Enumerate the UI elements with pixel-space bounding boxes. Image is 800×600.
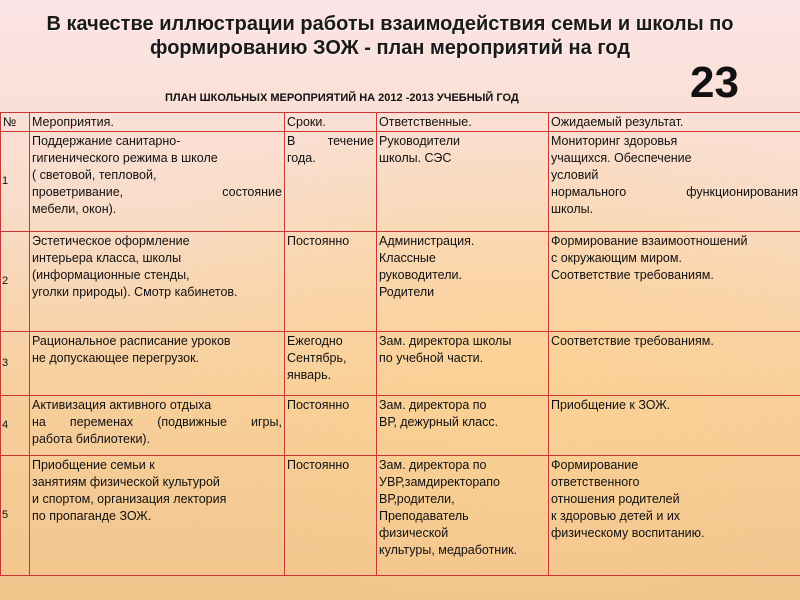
cell-event-line: проветривание, состояние	[32, 185, 282, 199]
cell-term	[285, 332, 377, 396]
cell-event-line: не допускающее перегрузок.	[32, 351, 200, 365]
cell-responsible	[377, 396, 549, 456]
header-number: №	[1, 113, 30, 132]
table-row	[1, 456, 800, 576]
cell-event-line: мебели, окон).	[32, 202, 117, 216]
cell-event-line: работа библиотеки).	[32, 432, 151, 446]
cell-responsible-line: школы. СЭС	[379, 151, 452, 165]
events-plan-table	[0, 112, 800, 576]
cell-event-line: по пропаганде ЗОЖ.	[32, 509, 152, 523]
cell-responsible-line: Родители	[379, 285, 435, 299]
header-responsible: Ответственные.	[377, 113, 549, 132]
cell-result-line: учащихся. Обеспечение	[551, 151, 692, 165]
cell-responsible-line: Преподаватель	[379, 509, 469, 523]
cell-result-line: Соответствие требованиям.	[551, 334, 714, 348]
cell-term-line: Сентябрь,	[287, 351, 347, 365]
cell-event	[30, 232, 285, 332]
header-expected-result: Ожидаемый результат.	[549, 113, 800, 132]
cell-result	[549, 396, 800, 456]
cell-term-line: Ежегодно	[287, 334, 343, 348]
cell-event-line: Активизация активного отдыха	[32, 398, 212, 412]
table-row	[1, 232, 800, 332]
table-row	[1, 132, 800, 232]
cell-result-line: физическому воспитанию.	[551, 526, 705, 540]
cell-result	[549, 456, 800, 576]
cell-event-line: Эстетическое оформление	[32, 234, 190, 248]
cell-term-line: Постоянно	[287, 234, 350, 248]
cell-responsible-line: по учебной части.	[379, 351, 484, 365]
slide-title	[20, 12, 760, 60]
cell-responsible-line: Зам. директора по	[379, 398, 487, 412]
cell-term	[285, 132, 377, 232]
cell-result	[549, 332, 800, 396]
cell-result-line: условий	[551, 168, 599, 182]
cell-responsible	[377, 232, 549, 332]
cell-responsible-line: физической	[379, 526, 449, 540]
cell-event-line: уголки природы). Смотр кабинетов.	[32, 285, 238, 299]
cell-term-line: Постоянно	[287, 458, 350, 472]
cell-event-line: Рациональное расписание уроков	[32, 334, 231, 348]
slide-title-line-2: формированию ЗОЖ - план мероприятий на год	[149, 37, 631, 59]
cell-event	[30, 456, 285, 576]
cell-result-line: Формирование взаимоотношений	[551, 234, 748, 248]
cell-result-line: нормального функционирования	[551, 185, 798, 199]
cell-event-line: ( световой, тепловой,	[32, 168, 157, 182]
header-terms: Сроки.	[285, 113, 377, 132]
cell-event-line: занятиям физической культурой	[32, 475, 220, 489]
cell-result-line: с окружающим миром.	[551, 251, 682, 265]
cell-event-line: (информационные стенды,	[32, 268, 190, 282]
row-number: 5	[1, 456, 30, 576]
cell-responsible-line: Зам. директора по	[379, 458, 487, 472]
cell-event-line: Приобщение семьи к	[32, 458, 155, 472]
cell-responsible-line: Администрация.	[379, 234, 475, 248]
cell-event-line: Поддержание санитарно-	[32, 134, 181, 148]
row-number: 3	[1, 332, 30, 396]
cell-event-line: интерьера класса, школы	[32, 251, 182, 265]
cell-result-line: ответственного	[551, 475, 640, 489]
cell-event	[30, 396, 285, 456]
plan-subtitle: ПЛАН ШКОЛЬНЫХ МЕРОПРИЯТИЙ НА 2012 -2013 УЧЕБНЫЙ ГОД	[165, 92, 519, 104]
row-number: 4	[1, 396, 30, 456]
cell-result-line: Соответствие требованиям.	[551, 268, 714, 282]
table-header-row	[1, 113, 800, 132]
cell-event	[30, 132, 285, 232]
cell-result-line: школы.	[551, 202, 594, 216]
cell-responsible-line: руководители.	[379, 268, 462, 282]
cell-term-line: Постоянно	[287, 398, 350, 412]
cell-responsible-line: ВР,родители,	[379, 492, 455, 506]
cell-responsible-line: Классные	[379, 251, 436, 265]
cell-responsible	[377, 132, 549, 232]
cell-responsible-line: Зам. директора школы	[379, 334, 512, 348]
cell-result-line: Формирование	[551, 458, 639, 472]
row-number: 2	[1, 232, 30, 332]
cell-responsible-line: УВР,замдиректорапо	[379, 475, 500, 489]
table-row	[1, 396, 800, 456]
cell-result-line: отношения родителей	[551, 492, 680, 506]
cell-term-line: В течение	[287, 134, 374, 148]
cell-result-line: Мониторинг здоровья	[551, 134, 678, 148]
cell-term-line: январь.	[287, 368, 332, 382]
cell-responsible-line: культуры, медработник.	[379, 543, 518, 557]
slide-title-line-1: В качестве иллюстрации работы взаимодействия семьи и школы по	[46, 13, 734, 35]
cell-responsible-line: ВР, дежурный класс.	[379, 415, 499, 429]
cell-result-line: к здоровью детей и их	[551, 509, 681, 523]
cell-term-line: года.	[287, 151, 316, 165]
table-body	[1, 132, 800, 576]
cell-event	[30, 332, 285, 396]
table-row	[1, 332, 800, 396]
cell-responsible	[377, 332, 549, 396]
cell-responsible	[377, 456, 549, 576]
cell-term	[285, 232, 377, 332]
cell-result	[549, 232, 800, 332]
cell-result-line: Приобщение к ЗОЖ.	[551, 398, 671, 412]
cell-term	[285, 456, 377, 576]
cell-responsible-line: Руководители	[379, 134, 460, 148]
cell-event-line: на переменах (подвижные игры,	[32, 415, 282, 429]
row-number: 1	[1, 132, 30, 232]
header-events: Мероприятия.	[30, 113, 285, 132]
cell-result	[549, 132, 800, 232]
cell-term	[285, 396, 377, 456]
slide-number: 23	[690, 58, 739, 107]
cell-event-line: гигиенического режима в школе	[32, 151, 218, 165]
cell-event-line: и спортом, организация лектория	[32, 492, 227, 506]
